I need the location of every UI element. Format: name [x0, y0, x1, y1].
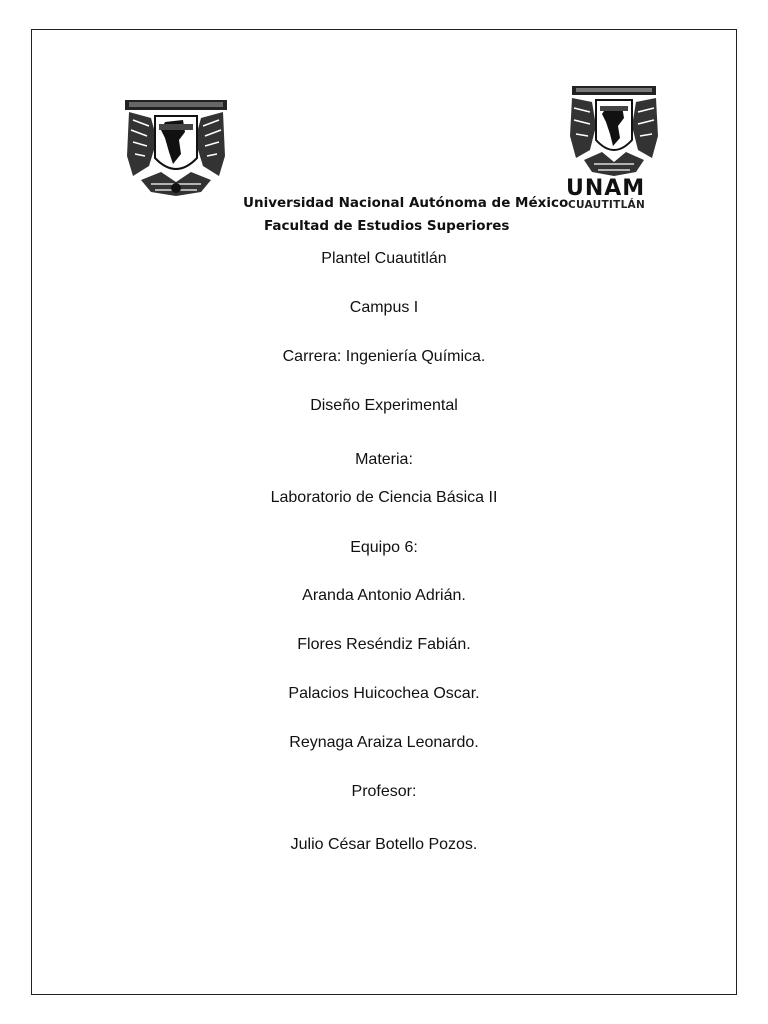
professor-label: Profesor: — [351, 783, 417, 800]
professor-name: Julio César Botello Pozos. — [290, 836, 478, 853]
team-member-4: Reynaga Araiza Leonardo. — [289, 734, 479, 751]
university-name: Universidad Nacional Autónoma de México — [243, 195, 569, 211]
unam-logo-wordmark: UNAM — [566, 176, 646, 201]
faculty-name: Facultad de Estudios Superiores — [264, 218, 510, 234]
carrera-line: Carrera: Ingeniería Química. — [282, 348, 486, 365]
materia-value: Laboratorio de Ciencia Básica II — [270, 489, 498, 506]
materia-label: Materia: — [355, 451, 413, 468]
team-label: Equipo 6: — [350, 539, 418, 556]
plantel-line: Plantel Cuautitlán — [321, 250, 447, 267]
unam-crest-logo — [121, 96, 231, 202]
team-member-3: Palacios Huicochea Oscar. — [288, 685, 480, 702]
course-design-line: Diseño Experimental — [310, 397, 458, 414]
team-member-2: Flores Reséndiz Fabián. — [297, 636, 471, 653]
unam-cuautitlan-crest-logo — [566, 84, 662, 180]
campus-line: Campus I — [349, 299, 419, 316]
unam-logo-subtext: CUAUTITLÁN — [568, 199, 646, 211]
team-member-1: Aranda Antonio Adrián. — [302, 587, 466, 604]
